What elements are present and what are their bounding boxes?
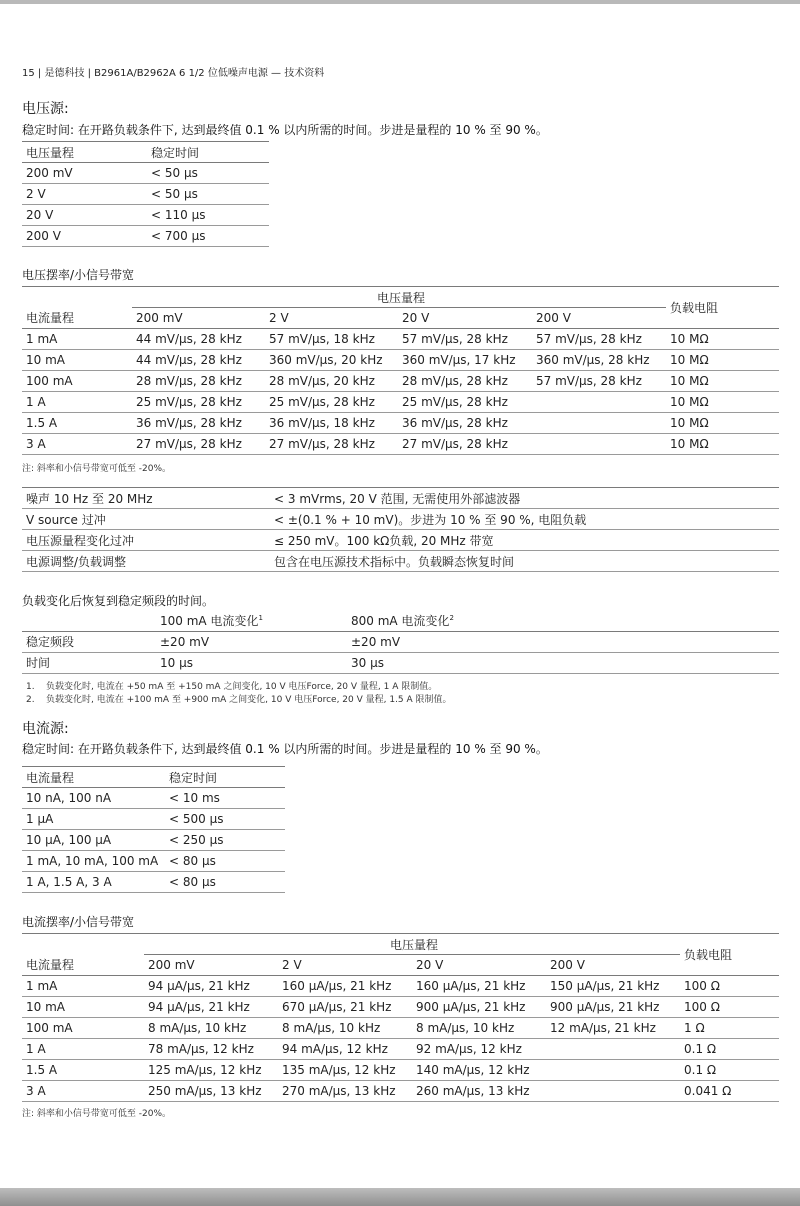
column-header: 200 mV bbox=[144, 955, 278, 976]
table-cell: 1 A, 1.5 A, 3 A bbox=[22, 872, 165, 893]
table-cell: 1 Ω bbox=[680, 1018, 779, 1039]
table-row bbox=[22, 488, 779, 509]
table-cell bbox=[546, 1039, 680, 1060]
table-cell: 160 μA/μs, 21 kHz bbox=[412, 976, 546, 997]
table-row bbox=[22, 413, 779, 434]
table-cell: 20 V bbox=[22, 205, 147, 226]
table-cell: 10 MΩ bbox=[666, 434, 779, 455]
spec-label: 噪声 10 Hz 至 20 MHz bbox=[22, 488, 270, 509]
table-cell: 57 mV/μs, 28 kHz bbox=[532, 371, 666, 392]
table-cell: 0.1 Ω bbox=[680, 1060, 779, 1081]
table-cell: < 50 μs bbox=[147, 184, 269, 205]
column-header: 稳定时间 bbox=[147, 142, 269, 163]
spec-label: 电压源量程变化过冲 bbox=[22, 530, 270, 551]
table-header-row bbox=[22, 610, 779, 631]
column-header: 2 V bbox=[265, 308, 398, 329]
table-row bbox=[22, 551, 779, 572]
table-cell: 150 μA/μs, 21 kHz bbox=[546, 976, 680, 997]
table-cell: 36 mV/μs, 28 kHz bbox=[398, 413, 532, 434]
table-cell: 100 mA bbox=[22, 1018, 144, 1039]
table-cell: < 110 μs bbox=[147, 205, 269, 226]
table-cell: ±20 mV bbox=[347, 631, 779, 652]
table-cell bbox=[532, 413, 666, 434]
table-cell: 94 μA/μs, 21 kHz bbox=[144, 976, 278, 997]
voltage-slew-note: 注: 斜率和小信号带宽可低至 -20%。 bbox=[22, 464, 172, 474]
table-cell: 8 mA/μs, 10 kHz bbox=[412, 1018, 546, 1039]
table-cell: 10 μs bbox=[156, 652, 347, 673]
table-row bbox=[22, 1060, 779, 1081]
column-header: 电压量程 bbox=[22, 142, 147, 163]
table-cell: 360 mV/μs, 17 kHz bbox=[398, 350, 532, 371]
current-slew-title: 电流摆率/小信号带宽 bbox=[22, 915, 135, 929]
voltage-settling-table bbox=[22, 141, 269, 247]
table-cell: 1 mA bbox=[22, 329, 132, 350]
table-row bbox=[22, 788, 285, 809]
table-cell: 27 mV/μs, 28 kHz bbox=[132, 434, 265, 455]
table-row bbox=[22, 509, 779, 530]
table-cell: 78 mA/μs, 12 kHz bbox=[144, 1039, 278, 1060]
table-row bbox=[22, 434, 779, 455]
table-cell: 12 mA/μs, 21 kHz bbox=[546, 1018, 680, 1039]
table-cell: 44 mV/μs, 28 kHz bbox=[132, 329, 265, 350]
table-cell: 28 mV/μs, 20 kHz bbox=[265, 371, 398, 392]
table-cell: 360 mV/μs, 20 kHz bbox=[265, 350, 398, 371]
table-cell: 135 mA/μs, 12 kHz bbox=[278, 1060, 412, 1081]
column-header: 100 mA 电流变化$^1$ bbox=[156, 610, 347, 631]
recovery-table bbox=[22, 610, 779, 674]
spec-value: < 3 mVrms, 20 V 范围, 无需使用外部滤波器 bbox=[270, 488, 779, 509]
table-row bbox=[22, 226, 269, 247]
group-header: 电压量程 bbox=[144, 934, 680, 955]
table-row bbox=[22, 809, 285, 830]
table-cell: 670 μA/μs, 21 kHz bbox=[278, 997, 412, 1018]
table-header-row bbox=[22, 308, 779, 329]
table-cell: 1 A bbox=[22, 392, 132, 413]
column-header: 20 V bbox=[398, 308, 532, 329]
table-cell: 94 mA/μs, 12 kHz bbox=[278, 1039, 412, 1060]
table-cell: 1.5 A bbox=[22, 1060, 144, 1081]
table-cell: 44 mV/μs, 28 kHz bbox=[132, 350, 265, 371]
spec-value: ≤ 250 mV。100 kΩ负载, 20 MHz 带宽 bbox=[270, 530, 779, 551]
table-cell: 时间 bbox=[22, 652, 156, 673]
footnote-ref: 2 bbox=[449, 613, 454, 622]
table-row bbox=[22, 184, 269, 205]
table-cell bbox=[546, 1081, 680, 1102]
column-header: 800 mA 电流变化$^2$ bbox=[347, 610, 779, 631]
table-cell: 2 V bbox=[22, 184, 147, 205]
table-cell: 1 mA, 10 mA, 100 mA bbox=[22, 851, 165, 872]
top-border bbox=[0, 0, 800, 4]
table-cell: 125 mA/μs, 12 kHz bbox=[144, 1060, 278, 1081]
table-cell: < 10 ms bbox=[165, 788, 285, 809]
table-cell: 10 MΩ bbox=[666, 392, 779, 413]
table-cell: 57 mV/μs, 18 kHz bbox=[265, 329, 398, 350]
current-source-title: 电流源: bbox=[22, 721, 69, 737]
footnote: 1. 负载变化时, 电流在 +50 mA 至 +150 mA 之间变化, 10 V 电压Force, 20 V 量程, 1 A 限制值。 bbox=[26, 682, 438, 692]
table-cell: 100 Ω bbox=[680, 997, 779, 1018]
page-header: 15 | 是德科技 | B2961A/B2962A 6 1/2 位低噪声电源 — 技术资料 bbox=[22, 68, 325, 79]
table-header-row bbox=[22, 955, 779, 976]
voltage-slew-table bbox=[22, 286, 779, 455]
table-row bbox=[22, 1039, 779, 1060]
table-cell: 10 MΩ bbox=[666, 371, 779, 392]
table-cell: 8 mA/μs, 10 kHz bbox=[278, 1018, 412, 1039]
table-cell: 25 mV/μs, 28 kHz bbox=[132, 392, 265, 413]
table-cell: 10 MΩ bbox=[666, 329, 779, 350]
group-header: 电压量程 bbox=[132, 287, 666, 308]
table-row bbox=[22, 392, 779, 413]
table-row bbox=[22, 1081, 779, 1102]
table-cell: 94 μA/μs, 21 kHz bbox=[144, 997, 278, 1018]
table-cell: 100 mA bbox=[22, 371, 132, 392]
table-group-header-row bbox=[22, 287, 779, 308]
table-cell: 200 V bbox=[22, 226, 147, 247]
table-cell: 27 mV/μs, 28 kHz bbox=[398, 434, 532, 455]
table-cell: 稳定频段 bbox=[22, 631, 156, 652]
table-cell bbox=[532, 392, 666, 413]
table-row bbox=[22, 350, 779, 371]
column-header: 200 V bbox=[546, 955, 680, 976]
table-cell: 1 A bbox=[22, 1039, 144, 1060]
column-header: 负载电阻 bbox=[680, 934, 779, 976]
table-cell: 57 mV/μs, 28 kHz bbox=[532, 329, 666, 350]
table-cell: 10 mA bbox=[22, 997, 144, 1018]
table-cell: 10 mA bbox=[22, 350, 132, 371]
table-cell: < 80 μs bbox=[165, 872, 285, 893]
table-row bbox=[22, 205, 269, 226]
voltage-settling-note: 稳定时间: 在开路负载条件下, 达到最终值 0.1 % 以内所需的时间。步进是量程的 10 % 至 90 %。 bbox=[22, 123, 548, 137]
spec-label: 电源调整/负载调整 bbox=[22, 551, 270, 572]
table-row bbox=[22, 631, 779, 652]
table-cell: < 80 μs bbox=[165, 851, 285, 872]
table-cell: 3 A bbox=[22, 434, 132, 455]
table-group-header-row bbox=[22, 934, 779, 955]
table-cell: < 50 μs bbox=[147, 163, 269, 184]
voltage-specs-table bbox=[22, 487, 779, 572]
table-cell: ±20 mV bbox=[156, 631, 347, 652]
table-row bbox=[22, 530, 779, 551]
column-header: 200 V bbox=[532, 308, 666, 329]
table-cell: 0.1 Ω bbox=[680, 1039, 779, 1060]
column-header: 电流量程 bbox=[22, 767, 165, 788]
table-cell: 140 mA/μs, 12 kHz bbox=[412, 1060, 546, 1081]
table-cell: 28 mV/μs, 28 kHz bbox=[398, 371, 532, 392]
recovery-title: 负载变化后恢复到稳定频段的时间。 bbox=[22, 594, 215, 608]
table-cell: 1.5 A bbox=[22, 413, 132, 434]
table-row bbox=[22, 163, 269, 184]
table-row bbox=[22, 997, 779, 1018]
table-cell: 10 μA, 100 μA bbox=[22, 830, 165, 851]
table-cell: 30 μs bbox=[347, 652, 779, 673]
table-cell: 200 mV bbox=[22, 163, 147, 184]
current-slew-note: 注: 斜率和小信号带宽可低至 -20%。 bbox=[22, 1109, 172, 1119]
column-header: 2 V bbox=[278, 955, 412, 976]
table-row bbox=[22, 371, 779, 392]
table-cell bbox=[546, 1060, 680, 1081]
table-cell: < 250 μs bbox=[165, 830, 285, 851]
table-row bbox=[22, 976, 779, 997]
table-cell: 3 A bbox=[22, 1081, 144, 1102]
table-cell: 360 mV/μs, 28 kHz bbox=[532, 350, 666, 371]
column-header: 200 mV bbox=[132, 308, 265, 329]
footnote: 2. 负载变化时, 电流在 +100 mA 至 +900 mA 之间变化, 10 V 电压Force, 20 V 量程, 1.5 A 限制值。 bbox=[26, 695, 452, 705]
table-row bbox=[22, 329, 779, 350]
table-cell: 160 μA/μs, 21 kHz bbox=[278, 976, 412, 997]
bottom-border bbox=[0, 1188, 800, 1206]
table-cell: 1 μA bbox=[22, 809, 165, 830]
table-cell: 57 mV/μs, 28 kHz bbox=[398, 329, 532, 350]
table-cell: 25 mV/μs, 28 kHz bbox=[398, 392, 532, 413]
table-cell: 28 mV/μs, 28 kHz bbox=[132, 371, 265, 392]
table-cell: 260 mA/μs, 13 kHz bbox=[412, 1081, 546, 1102]
table-cell: 10 MΩ bbox=[666, 350, 779, 371]
spec-label: V source 过冲 bbox=[22, 509, 270, 530]
table-cell: < 700 μs bbox=[147, 226, 269, 247]
column-header: 稳定时间 bbox=[165, 767, 285, 788]
table-cell: 900 μA/μs, 21 kHz bbox=[546, 997, 680, 1018]
column-header: 20 V bbox=[412, 955, 546, 976]
table-cell: 36 mV/μs, 18 kHz bbox=[265, 413, 398, 434]
table-cell: 0.041 Ω bbox=[680, 1081, 779, 1102]
spec-value: 包含在电压源技术指标中。负载瞬态恢复时间 bbox=[270, 551, 779, 572]
spec-value: < ±(0.1 % + 10 mV)。步进为 10 % 至 90 %, 电阻负载 bbox=[270, 509, 779, 530]
current-settling-table bbox=[22, 766, 285, 893]
current-settling-note: 稳定时间: 在开路负载条件下, 达到最终值 0.1 % 以内所需的时间。步进是量程的 10 % 至 90 %。 bbox=[22, 742, 548, 756]
table-cell: 36 mV/μs, 28 kHz bbox=[132, 413, 265, 434]
table-row bbox=[22, 851, 285, 872]
table-cell: 8 mA/μs, 10 kHz bbox=[144, 1018, 278, 1039]
table-cell: 10 nA, 100 nA bbox=[22, 788, 165, 809]
table-cell: 25 mV/μs, 28 kHz bbox=[265, 392, 398, 413]
voltage-source-title: 电压源: bbox=[22, 101, 69, 117]
current-slew-table bbox=[22, 933, 779, 1102]
table-cell: 92 mA/μs, 12 kHz bbox=[412, 1039, 546, 1060]
table-row bbox=[22, 1018, 779, 1039]
table-row bbox=[22, 872, 285, 893]
table-cell bbox=[532, 434, 666, 455]
table-cell: 270 mA/μs, 13 kHz bbox=[278, 1081, 412, 1102]
table-cell: < 500 μs bbox=[165, 809, 285, 830]
voltage-slew-title: 电压摆率/小信号带宽 bbox=[22, 268, 135, 282]
table-cell: 900 μA/μs, 21 kHz bbox=[412, 997, 546, 1018]
footnote-ref: 1 bbox=[258, 613, 263, 622]
table-row bbox=[22, 652, 779, 673]
table-cell: 250 mA/μs, 13 kHz bbox=[144, 1081, 278, 1102]
table-cell: 100 Ω bbox=[680, 976, 779, 997]
table-header-row bbox=[22, 142, 269, 163]
table-row bbox=[22, 830, 285, 851]
row-header: 电流量程 bbox=[22, 308, 132, 329]
table-cell: 10 MΩ bbox=[666, 413, 779, 434]
table-cell: 27 mV/μs, 28 kHz bbox=[265, 434, 398, 455]
column-header: 负载电阻 bbox=[666, 287, 779, 329]
table-header-row bbox=[22, 767, 285, 788]
row-header: 电流量程 bbox=[22, 955, 144, 976]
table-cell: 1 mA bbox=[22, 976, 144, 997]
